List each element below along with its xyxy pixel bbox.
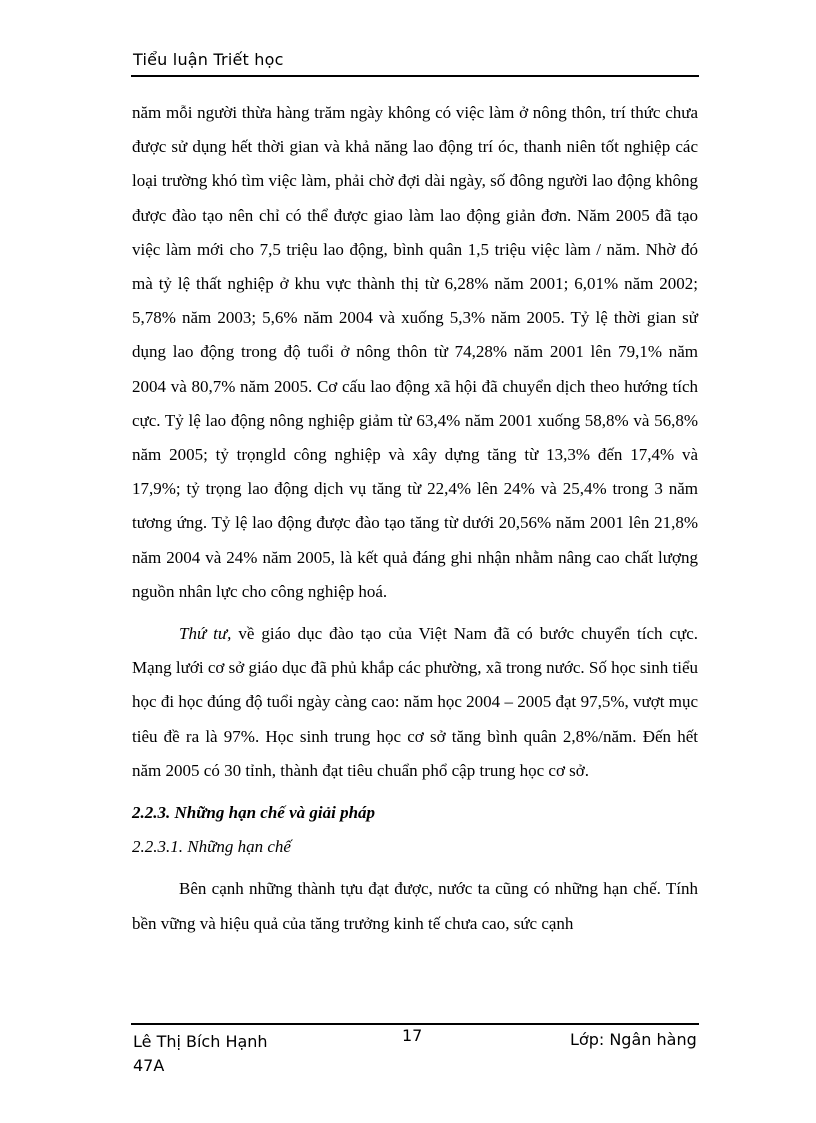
page-body [132,96,698,941]
footer-author [133,1030,268,1078]
paragraph-education [132,617,698,788]
paragraph-limitations: Bên cạnh những thành tựu đạt được, nước ta cũng có những hạn chế. Tính bền vững và hiệu quả của tăng trưởng kinh tế chưa cao, sức cạnh [132,879,698,933]
header-divider [131,75,699,77]
paragraph-education-text: về giáo dục đào tạo của Việt Nam đã có bước chuyển tích cực. Mạng lưới cơ sở giáo dục đã phủ khắp các phường, xã trong nước. Số học sinh tiểu học đi học đúng độ tuổi ngày càng cao: năm học 2004 – 2005 đạt 97,5%, vượt mục tiêu đề ra là 97%. Học sinh trung học cơ sở tăng bình quân 2,8%/năm. Đến hết năm 2005 có 30 tỉnh, thành đạt tiêu chuẩn phổ cập trung học cơ sở. [132,624,698,780]
footer-author-name: Lê Thị Bích Hạnh [133,1032,268,1051]
footer-author-class-code: 47A [133,1056,165,1075]
footer-class-label: Lớp: Ngân hàng [570,1030,697,1049]
page-number: 17 [402,1026,423,1045]
section-heading: 2.2.3. Những hạn chế và giải pháp [132,803,376,823]
paragraph-lead-phrase: Thứ tư, [179,624,232,644]
footer-divider [131,1023,699,1025]
page-header-title: Tiểu luận Triết học [133,50,284,69]
subsection-heading: 2.2.3.1. Những hạn chế [132,837,291,857]
paragraph-employment: năm mỗi người thừa hàng trăm ngày không có việc làm ở nông thôn, trí thức chưa được sử dụng hết thời gian và khả năng lao động trí óc, thanh niên tốt nghiệp các loại trường khó tìm việc làm, phải chờ đợi dài ngày, số đông người lao động không được đào tạo nên chỉ có thể được giao làm lao động giản đơn. Năm 2005 đã tạo việc làm mới cho 7,5 triệu lao động, bình quân 1,5 triệu việc làm / năm. Nhờ đó mà tỷ lệ thất nghiệp ở khu vực thành thị từ 6,28% năm 2001; 6,01% năm 2002; 5,78% năm 2003; 5,6% năm 2004 và xuống 5,3% năm 2005. Tỷ lệ thời gian sử dụng lao động trong độ tuổi ở nông thôn từ 74,28% năm 2001 lên 79,1% năm 2004 và 80,7% năm 2005. Cơ cấu lao động xã hội đã chuyển dịch theo hướng tích cực. Tỷ lệ lao động nông nghiệp giảm từ 63,4% năm 2001 xuống 58,8% và 56,8% năm 2005; tỷ trọngld công nghiệp và xây dựng tăng từ 13,3% đến 17,4% và 17,9%; tỷ trọng lao động dịch vụ tăng từ 22,4% lên 24% và 25,4% trong 3 năm tương ứng. Tỷ lệ lao động được đào tạo tăng từ dưới 20,56% năm 2001 lên 21,8% năm 2004 và 24% năm 2005, là kết quả đáng ghi nhận nhằm nâng cao chất lượng nguồn nhân lực cho công nghiệp hoá. [132,103,698,601]
